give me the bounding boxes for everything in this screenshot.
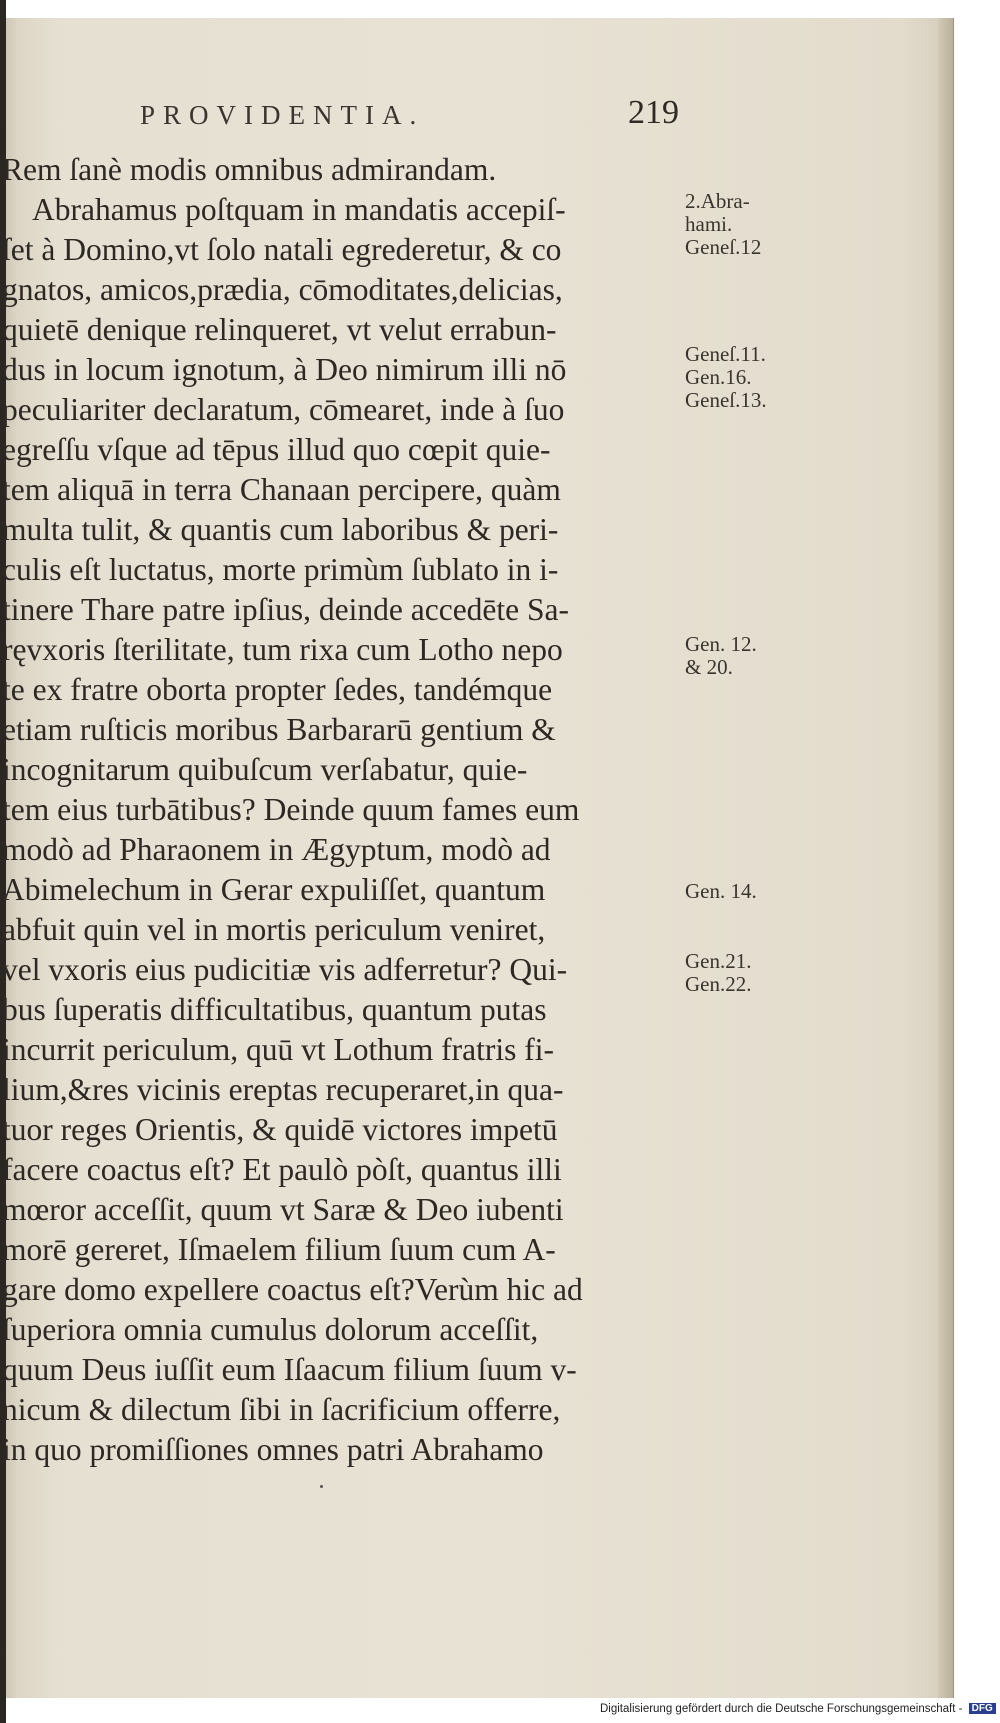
dfg-logo: DFG [969,1703,996,1714]
marginal-note-3 [685,633,795,679]
marginal-note-line: hami. [685,212,733,236]
text-line: dus in locum ignotum, à Deo nimirum illi nō [2,352,567,387]
text-line: bus ſuperatis difficultatibus, quantum putas [2,992,547,1027]
text-line: multa tulit, & quantis cum laboribus & peri- [2,512,559,547]
page-edge [938,18,953,1698]
text-line: tinere Thare patre ipſius, deinde accedēte Sa- [2,592,570,627]
text-line: lium,&res vicinis ereptas recuperaret,in qua- [2,1072,564,1107]
text-line: in quo promiſſiones omnes patri Abrahamo [2,1432,544,1467]
marginal-note-line: Gen. 12. [685,632,757,656]
ink-speck [320,1485,323,1488]
text-line: tuor reges Orientis, & quidē victores impetū [2,1112,558,1147]
text-line: ręvxoris ſterilitate, tum rixa cum Lotho nepo [2,632,563,667]
text-line: morē gereret, Iſmaelem filium ſuum cum A- [2,1232,556,1267]
marginal-note-5 [685,950,795,996]
marginal-note-line: Geneſ.13. [685,388,767,412]
marginal-note-line: Gen.22. [685,972,752,996]
text-line: etiam ruſticis moribus Barbararū gentium & [2,712,556,747]
marginal-note-2 [685,343,795,412]
marginal-note-line: Geneſ.12 [685,235,762,259]
text-line: tem eius turbātibus? Deinde quum fames eum [2,792,580,827]
text-line: facere coactus eſt? Et paulò pòſt, quantus illi [2,1152,562,1187]
marginal-note-line: & 20. [685,655,733,679]
marginal-note-line: Gen.21. [685,949,752,973]
text-line: ſet à Domino,vt ſolo natali egrederetur, & co [2,232,562,267]
text-line: modò ad Pharaonem in Ægyptum, modò ad [2,832,551,867]
text-line: gare domo expellere coactus eſt?Verùm hic ad [2,1272,583,1307]
text-line: incurrit periculum, quū vt Lothum fratris fi- [2,1032,554,1067]
page-number: 219 [628,94,679,131]
text-line: quietē denique relinqueret, vt velut errabun- [2,312,557,347]
text-line: nicum & dilectum ſibi in ſacrificium offerre, [2,1392,561,1427]
marginal-note-line: Gen.16. [685,365,752,389]
text-line: vel vxoris eius pudicitiæ vis adferretur? Qui- [2,952,568,987]
text-line: culis eſt luctatus, morte primùm ſublato in i- [2,552,559,587]
text-line: te ex fratre oborta propter ſedes, tandémque [2,672,553,707]
text-line: quum Deus iuſſit eum Iſaacum filium ſuum v- [2,1352,577,1387]
text-line: mœror acceſſit, quum vt Saræ & Deo iubenti [2,1192,564,1227]
marginal-note-line: Geneſ.11. [685,342,766,366]
text-line: abfuit quin vel in mortis periculum veniret, [2,912,546,947]
text-line: incognitarum quibuſcum verſabatur, quie- [2,752,528,787]
marginal-note-line: Gen. 14. [685,879,757,903]
credit-text: Digitalisierung gefördert durch die Deutsche Forschungsgemeinschaft - [600,1703,963,1715]
main-text-block [2,150,678,1470]
digitization-credit [600,1703,996,1715]
text-line: peculiariter declaratum, cōmearet, inde à ſuo [2,392,565,427]
text-line: gnatos, amicos,prædia, cōmoditates,delicias, [2,272,563,307]
text-line: Rem ſanè modis omnibus admirandam. [2,152,497,187]
text-line: ſuperiora omnia cumulus dolorum acceſſit, [2,1312,539,1347]
running-title: PROVIDENTIA. [140,100,425,130]
text-line: egreſſu vſque ad tēpus illud quo cœpit quie- [2,432,551,467]
text-line: Abrahamus poſtquam in mandatis accepiſ- [32,192,566,227]
marginal-note-1 [685,190,795,259]
text-line: tem aliquā in terra Chanaan percipere, quàm [2,472,561,507]
marginal-note-4 [685,880,795,903]
text-line: Abimelechum in Gerar expuliſſet, quantum [2,872,546,907]
marginal-note-line: 2.Abra- [685,189,750,213]
